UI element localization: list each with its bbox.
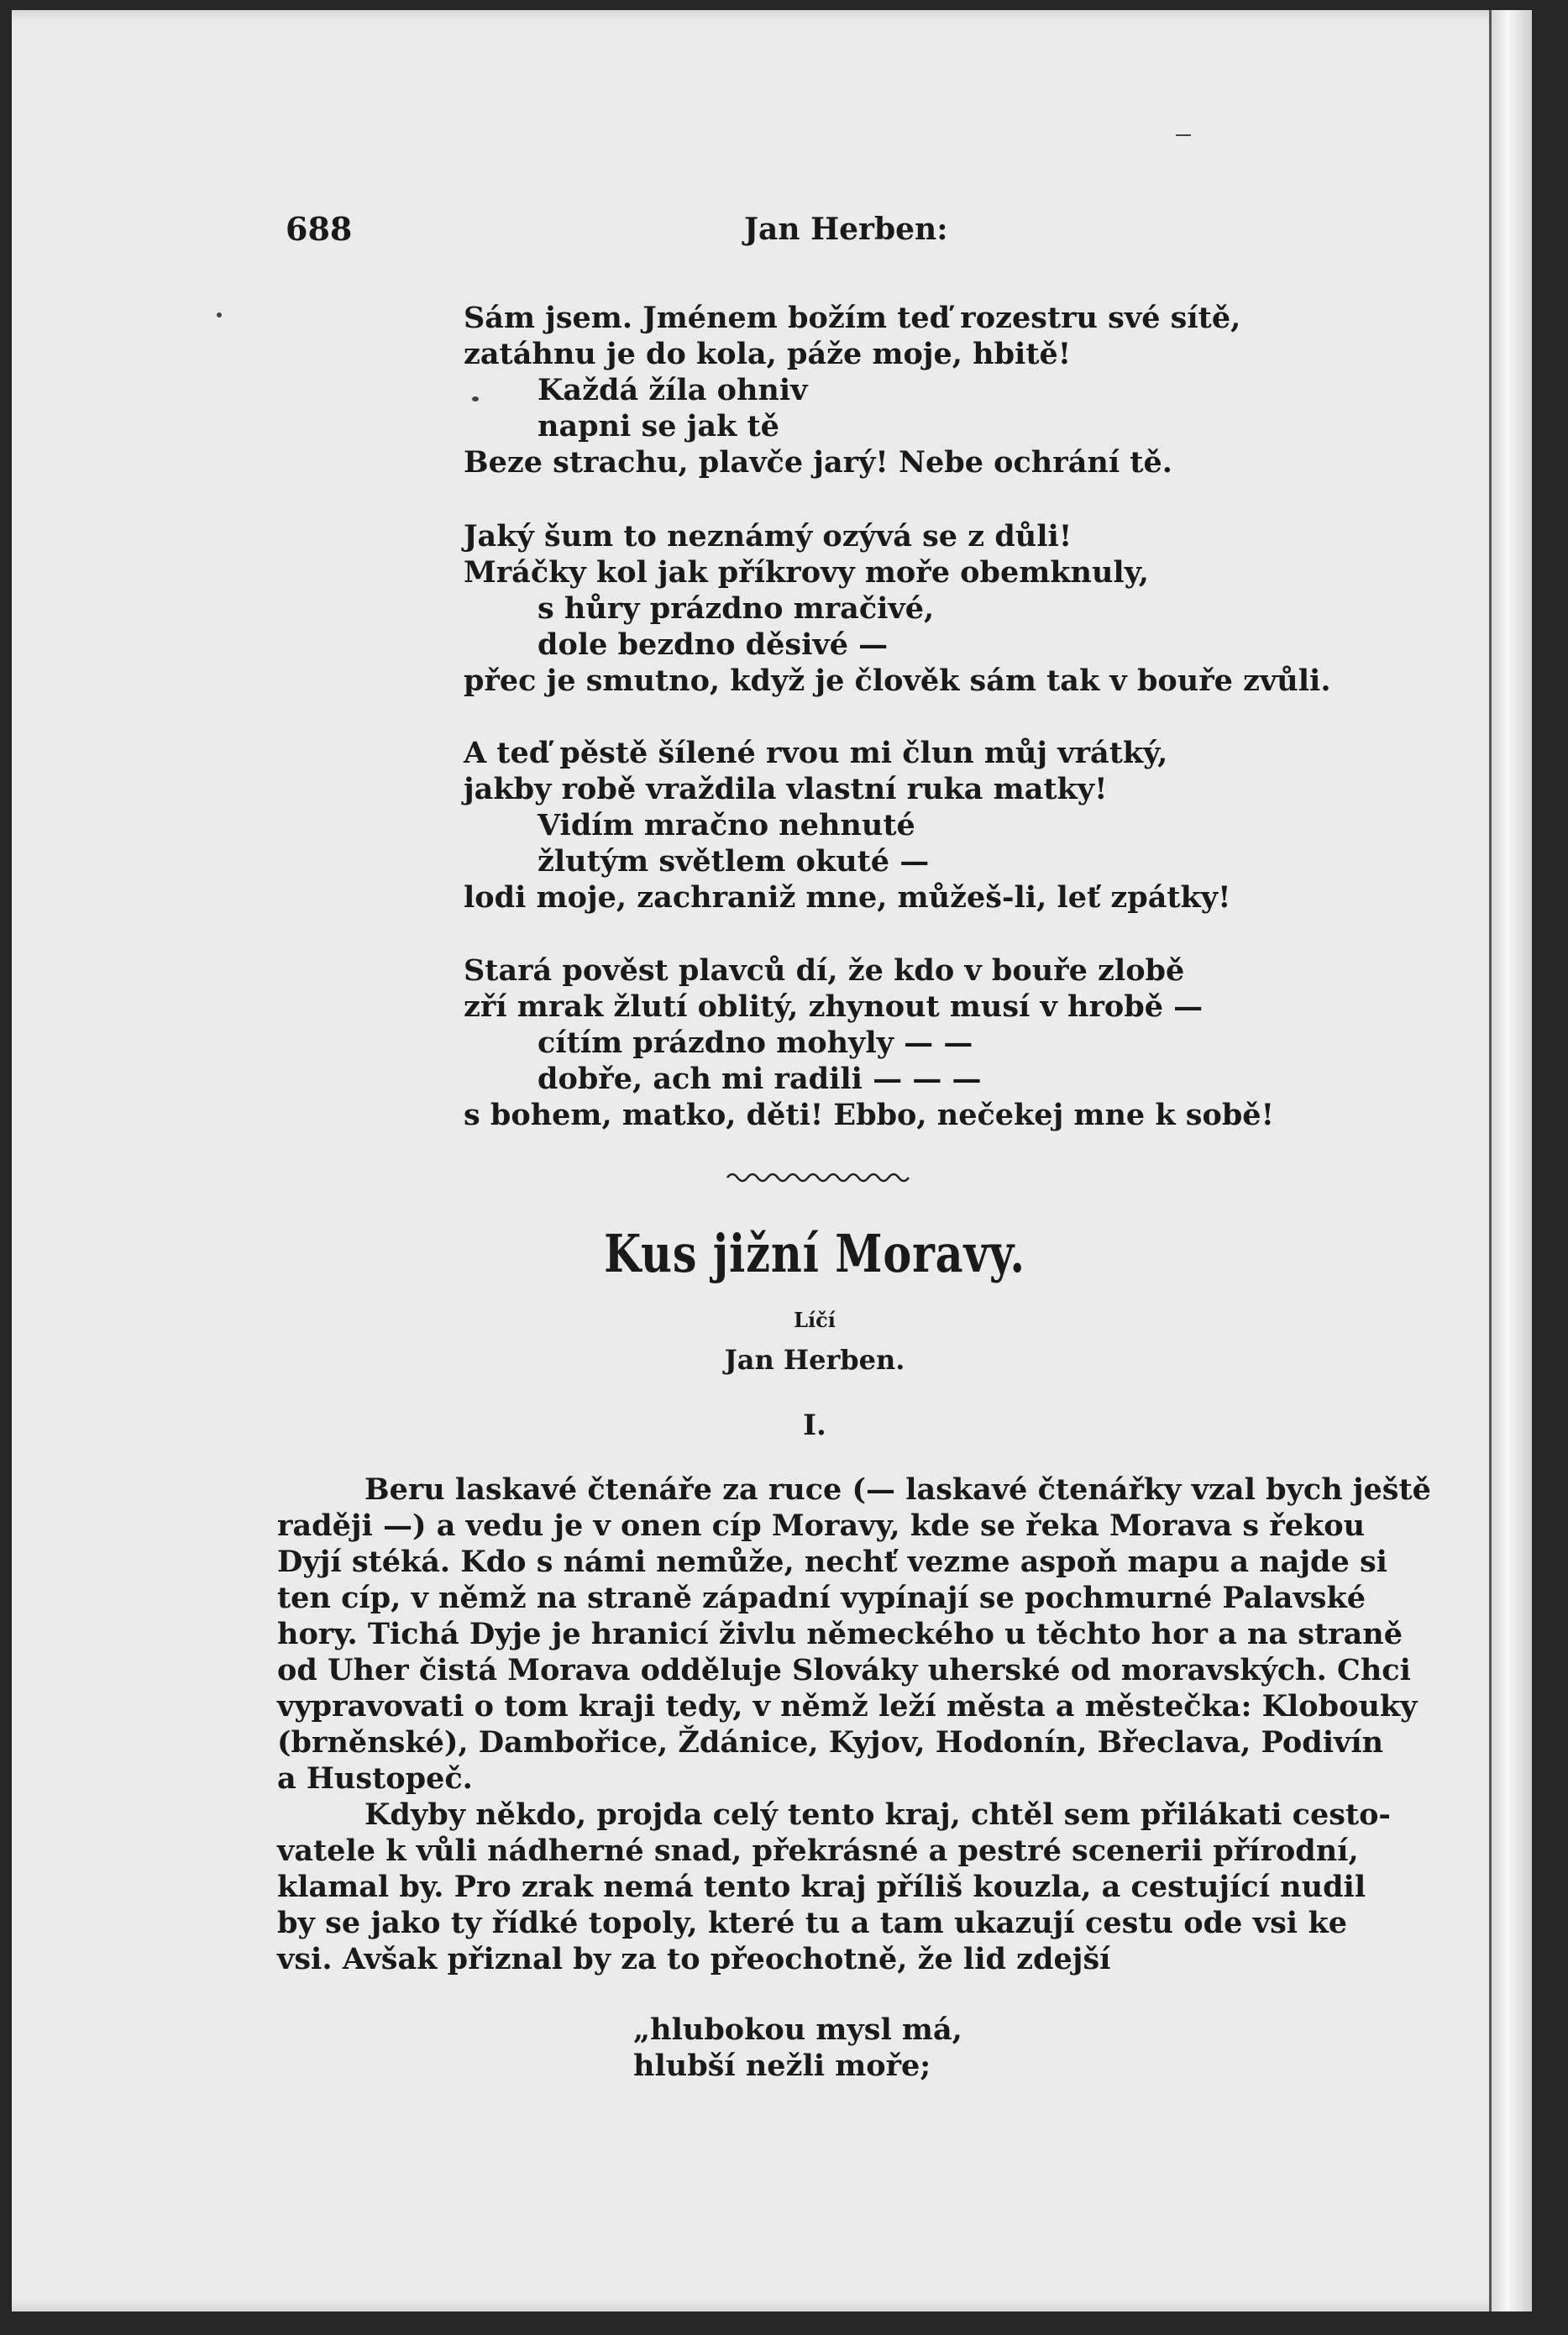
paragraph-line: Beru laskavé čtenáře za ruce (— laskavé čtenářky vzal bych ještě [364,1472,1431,1507]
quote-line: hlubší nežli moře; [633,2049,931,2083]
poem-stanza-1 [464,300,1387,480]
paragraph-1 [277,1472,1431,1797]
poem-line: Stará pověst plavců dí, že kdo v bouře zlobě [464,953,1185,988]
section-numeral: I. [803,1409,826,1442]
page-spine-edge [1489,10,1532,2311]
paragraph-line: ten cíp, v němž na straně západní vypínají se pochmurné Palavské [277,1581,1366,1615]
paragraph-line: vypravovati o tom kraji tedy, v němž leží města a městečka: Klobouky [277,1689,1418,1724]
poem-line: s hůry prázdno mračivé, [538,591,935,626]
poem-line: zatáhnu je do kola, páže moje, hbitě! [464,337,1072,371]
paragraph-line: hory. Tichá Dyje je hranicí živlu německého u těchto hor a na straně [277,1617,1403,1651]
poem-line: s bohem, matko, děti! Ebbo, nečekej mne k sobě! [464,1098,1274,1132]
paragraph-line: klamal by. Pro zrak nemá tento kraj příliš kouzla, a cestující nudil [277,1870,1366,1904]
poem-line: dobře, ach mi radili — — — [538,1062,982,1096]
poem-line: dole bezdno děsivé — [538,627,889,662]
quote-line: „hlubokou mysl má, [633,2012,962,2047]
paragraph-line: (brněnské), Dambořice, Ždánice, Kyjov, Hodonín, Břeclava, Podivín [277,1725,1384,1760]
paragraph-line: by se jako ty řídké topoly, které tu a tam ukazují cestu ode vsi ke [277,1906,1347,1940]
paragraph-line: Dyjí stéká. Kdo s námi nemůže, nechť vezme aspoň mapu a najde si [277,1545,1387,1579]
poem-line: lodi moje, zachraniž mne, můžeš-li, leť zpátky! [464,880,1231,915]
byline-label: Líčí [794,1308,836,1332]
paragraph-line: vsi. Avšak přiznal by za to přeochotně, že lid zdejší [277,1942,1111,1976]
quoted-verse [633,2012,1221,2084]
wavy-divider-ornament [726,1168,910,1188]
article-title: Kus jižní Moravy. [604,1223,1025,1284]
print-speck [472,396,479,401]
poem-line: Vidím mračno nehnuté [538,808,915,842]
paragraph-line: vatele k vůli nádherné snad, překrásné a pestré scenerii přírodní, [277,1834,1359,1868]
poem-line: zří mrak žlutí oblitý, zhynout musí v hrobě — [464,989,1204,1024]
poem-line: žlutým světlem okuté — [538,844,930,879]
poem-stanza-2 [464,518,1387,699]
print-speck [217,312,222,317]
poem-line: Sám jsem. Jménem božím teď rozestru své sítě, [464,301,1241,335]
paragraph-line: od Uher čistá Morava odděluje Slováky uherské od moravských. Chci [277,1653,1411,1687]
poem-line: Jaký šum to neznámý ozývá se z důli! [464,519,1072,554]
poem-line: A teď pěstě šílené rvou mi člun můj vrátký, [464,736,1168,770]
paragraph-2 [277,1797,1391,1977]
paragraph-line: Kdyby někdo, projda celý tento kraj, chtěl sem přilákati cesto- [364,1797,1391,1832]
poem-line: napni se jak tě [538,409,779,443]
print-speck [1176,134,1191,136]
poem-stanza-3 [464,735,1387,916]
page-number: 688 [286,210,353,248]
poem-line: jakby robě vraždila vlastní ruka matky! [464,772,1108,806]
poem-line: Mráčky kol jak příkrovy moře obemknuly, [464,555,1149,590]
running-head [277,210,1352,260]
poem-stanza-4 [464,952,1387,1133]
poem-line: přec je smutno, když je člověk sám tak v bouře zvůli. [464,664,1331,698]
book-page [12,10,1532,2311]
paragraph-line: a Hustopeč. [277,1761,473,1796]
poem-line: cítím prázdno mohyly — — [538,1026,973,1060]
poem-line: Beze strachu, plavče jarý! Nebe ochrání tě. [464,445,1172,480]
byline-author: Jan Herben. [724,1344,905,1376]
paragraph-line: raději —) a vedu je v onen cíp Moravy, kde se řeka Morava s řekou [277,1509,1366,1543]
running-head-author: Jan Herben: [744,212,948,247]
poem-line: Každá žíla ohniv [538,373,808,407]
